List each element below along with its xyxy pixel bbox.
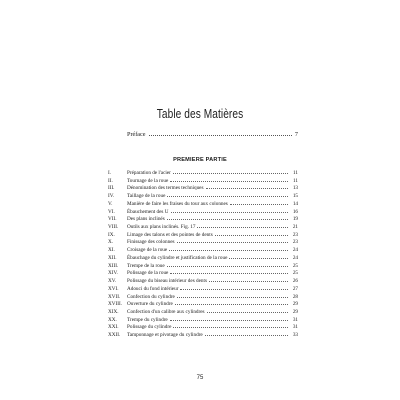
toc-entry[interactable] [108, 286, 298, 294]
dot-leader [167, 219, 288, 220]
chapter-page: 16 [292, 208, 298, 215]
chapter-number: XIII. [108, 262, 119, 269]
chapter-number: XIX. [108, 308, 119, 315]
chapter-number: XVII. [108, 293, 121, 300]
section-heading: PREMIERE PARTIE [173, 157, 227, 163]
chapter-page: 23 [292, 231, 298, 238]
chapter-page: 25 [292, 262, 298, 269]
toc-entry[interactable] [108, 232, 298, 240]
chapter-title: Confection d'un calibre aux cylindres [127, 308, 205, 315]
chapter-number: V. [108, 200, 113, 207]
chapter-number: XX. [108, 316, 117, 323]
dot-leader [229, 258, 288, 259]
chapter-page: 27 [292, 285, 298, 292]
dot-leader [167, 266, 288, 267]
chapter-number: VII. [108, 216, 117, 223]
table-of-contents [108, 170, 298, 340]
dot-leader [177, 242, 288, 243]
chapter-title: Confection du cylindre [127, 293, 175, 300]
dot-leader [149, 135, 292, 136]
dot-leader [173, 327, 288, 328]
chapter-title: Ébauchage du cylindre et justification de la roue [127, 254, 228, 261]
chapter-title: Polissage du cylindre [127, 324, 172, 331]
preface-page: 7 [294, 131, 298, 138]
dot-leader [207, 312, 288, 313]
toc-entry[interactable] [108, 201, 298, 209]
dot-leader [230, 204, 288, 205]
toc-entry[interactable] [108, 324, 298, 332]
toc-entry[interactable] [108, 294, 298, 302]
chapter-title: Croisage de la roue [127, 247, 168, 254]
chapter-title: Manière de faire les fraises du tour aux colonnes [127, 200, 228, 207]
dot-leader [205, 335, 288, 336]
chapter-number: X. [108, 239, 114, 246]
chapter-title: Ouverture du cylindre [127, 301, 173, 308]
chapter-page: 33 [292, 332, 298, 339]
chapter-title: Outils aux plans inclinés. Fig. 17 [127, 224, 196, 231]
chapter-title: Préparation de l'acier [127, 170, 171, 176]
toc-entry[interactable] [108, 255, 298, 263]
chapter-page: 11 [293, 177, 298, 184]
page-title: Table des Matières [156, 106, 244, 121]
chapter-page: 23 [292, 239, 298, 246]
chapter-number: I. [108, 170, 112, 176]
chapter-page: 13 [292, 185, 298, 192]
chapter-title: Polissage du biseau intérieur des dents [127, 278, 207, 285]
chapter-number: XVI. [108, 285, 119, 292]
chapter-title: Trempe de la roue [127, 262, 165, 269]
chapter-title: Tournage de la roue [127, 177, 169, 184]
dot-leader [197, 227, 288, 228]
dot-leader [170, 181, 288, 182]
chapter-title: Dénomination des termes techniques [127, 185, 204, 192]
dot-leader [177, 297, 288, 298]
chapter-number: XVIII. [108, 301, 122, 308]
chapter-page: 31 [292, 316, 298, 323]
chapter-title: Taillage de la roue [127, 193, 166, 200]
dot-leader [170, 273, 288, 274]
toc-entry[interactable] [108, 270, 298, 278]
chapter-number: XI. [108, 247, 115, 254]
chapter-title: Ébauchement des U [127, 208, 169, 215]
dot-leader [173, 173, 288, 174]
toc-entry[interactable] [108, 193, 298, 201]
chapter-page: 24 [292, 247, 298, 254]
preface-label: Préface [127, 131, 146, 138]
chapter-title: Adouci du fond intérieur [127, 285, 179, 292]
chapter-title: Des plans inclinés [127, 216, 165, 223]
dot-leader [175, 304, 288, 305]
chapter-title: Limage des talons et des pointes de dents [127, 231, 213, 238]
toc-entry[interactable] [108, 301, 298, 309]
toc-entry[interactable] [108, 309, 298, 317]
chapter-page: 14 [292, 200, 298, 207]
chapter-title: Finissage des colonnes [127, 239, 175, 246]
chapter-number: XII. [108, 254, 117, 261]
chapter-number: III. [108, 185, 115, 192]
chapter-number: XXI. [108, 324, 119, 331]
dot-leader [169, 250, 288, 251]
chapter-page: 24 [292, 254, 298, 261]
chapter-title: Trempe du cylindre [127, 316, 168, 323]
chapter-page: 31 [292, 324, 298, 331]
chapter-number: II. [108, 177, 113, 184]
toc-entry[interactable] [108, 247, 298, 255]
toc-entry[interactable] [108, 224, 298, 232]
toc-entry[interactable] [108, 216, 298, 224]
dot-leader [206, 188, 289, 189]
chapter-page: 15 [292, 193, 298, 200]
chapter-title: Polissage de la roue [127, 270, 169, 277]
toc-entry[interactable] [108, 263, 298, 271]
toc-entry[interactable] [108, 278, 298, 286]
chapter-number: VI. [108, 208, 115, 215]
toc-entry[interactable] [108, 239, 298, 247]
chapter-page: 29 [292, 301, 298, 308]
chapter-number: XXII. [108, 332, 121, 339]
dot-leader [170, 320, 288, 321]
chapter-page: 26 [292, 278, 298, 285]
chapter-number: XIV. [108, 270, 118, 277]
dot-leader [167, 196, 288, 197]
toc-entry[interactable] [108, 185, 298, 193]
preface-entry[interactable] [127, 131, 298, 138]
dot-leader [215, 235, 288, 236]
chapter-page: 21 [292, 224, 298, 231]
dot-leader [171, 212, 289, 213]
toc-entry[interactable] [108, 178, 298, 186]
toc-entry[interactable] [108, 170, 298, 178]
chapter-number: IV. [108, 193, 115, 200]
toc-entry[interactable] [108, 317, 298, 325]
chapter-number: XV. [108, 278, 117, 285]
toc-entry[interactable] [108, 209, 298, 217]
chapter-page: 25 [292, 270, 298, 277]
chapter-title: Tamponnage et pivotage du cylindre [127, 332, 203, 339]
page-number: 75 [196, 375, 204, 381]
chapter-page: 29 [292, 308, 298, 315]
chapter-number: VIII. [108, 224, 119, 231]
chapter-page: 28 [292, 293, 298, 300]
dot-leader [180, 289, 288, 290]
chapter-page: 19 [292, 216, 298, 223]
chapter-page: 11 [293, 170, 298, 176]
toc-entry[interactable] [108, 332, 298, 340]
dot-leader [209, 281, 288, 282]
chapter-number: IX. [108, 231, 115, 238]
